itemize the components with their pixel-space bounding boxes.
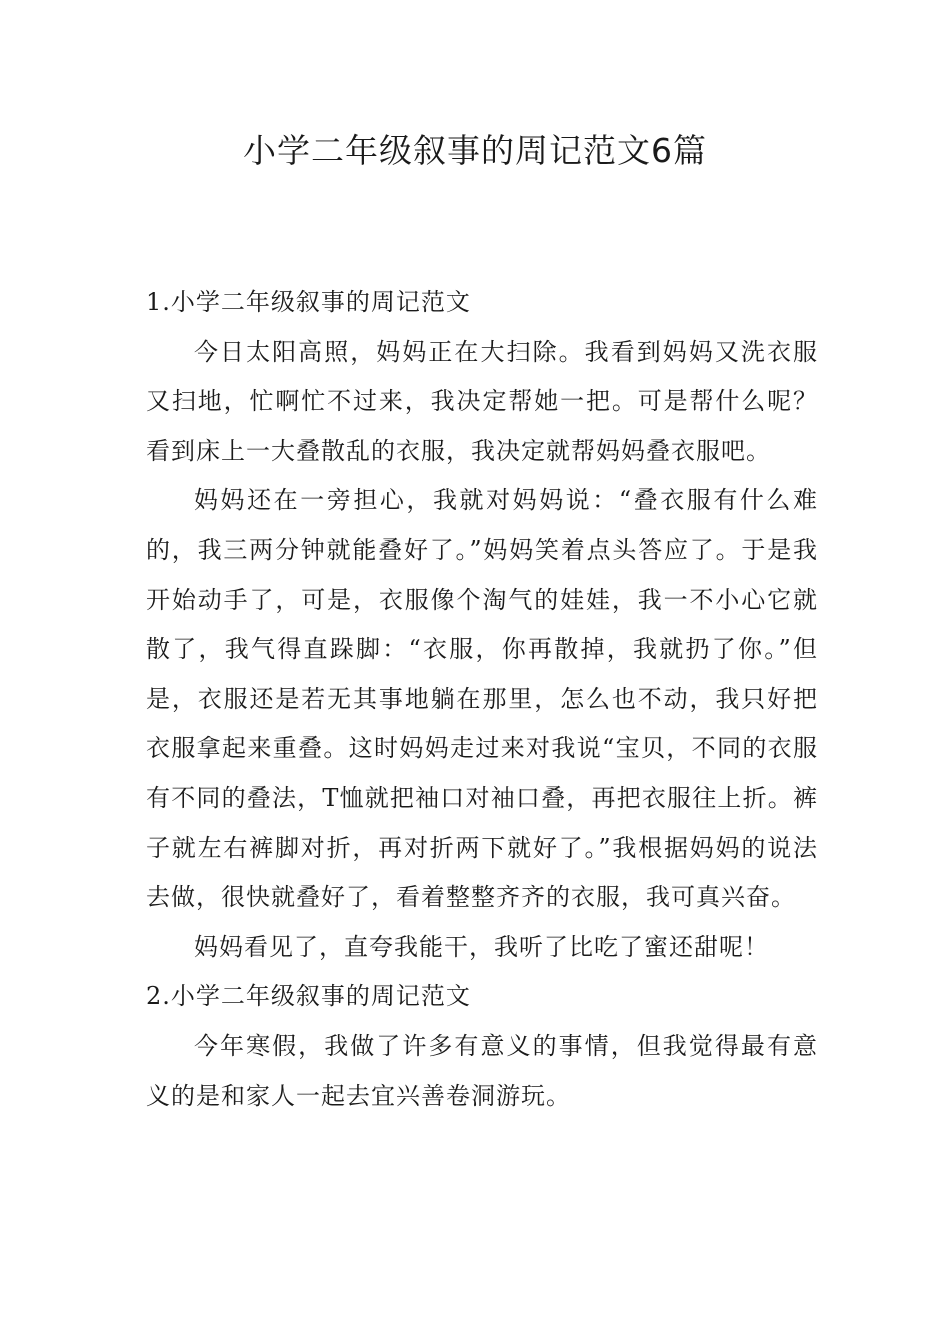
paragraph: 今年寒假，我做了许多有意义的事情，但我觉得最有意义的是和家人一起去宜兴善卷洞游玩。 [146,1031,818,1110]
document-body [146,278,818,1121]
section-heading: 1.小学二年级叙事的周记范文 [146,288,471,316]
document-title: 小学二年级叙事的周记范文6篇 [243,131,707,170]
paragraph: 妈妈还在一旁担心，我就对妈妈说：“叠衣服有什么难的，我三两分钟就能叠好了。”妈妈笑着点头答应了。于是我开始动手了，可是，衣服像个淘气的娃娃，我一不小心它就散了，我气得直跺脚：“衣服，你再散掉，我就扔了你。”但是，衣服还是若无其事地躺在那里，怎么也不动，我只好把衣服拿起来重叠。这时妈妈走过来对我说“宝贝，不同的衣服有不同的叠法，T恤就把袖口对袖口叠，再把衣服往上折。裤子就左右裤脚对折，再对折两下就好了。”我根据妈妈的说法去做，很快就叠好了，看着整整齐齐的衣服，我可真兴奋。 [146,486,818,912]
paragraph: 今日太阳高照，妈妈正在大扫除。我看到妈妈又洗衣服又扫地，忙啊忙不过来，我决定帮她一把。可是帮什么呢？看到床上一大叠散乱的衣服，我决定就帮妈妈叠衣服吧。 [146,337,818,465]
section-heading: 2.小学二年级叙事的周记范文 [146,982,471,1011]
paragraph: 妈妈看见了，直夸我能干，我听了比吃了蜜还甜呢！ [194,932,769,961]
